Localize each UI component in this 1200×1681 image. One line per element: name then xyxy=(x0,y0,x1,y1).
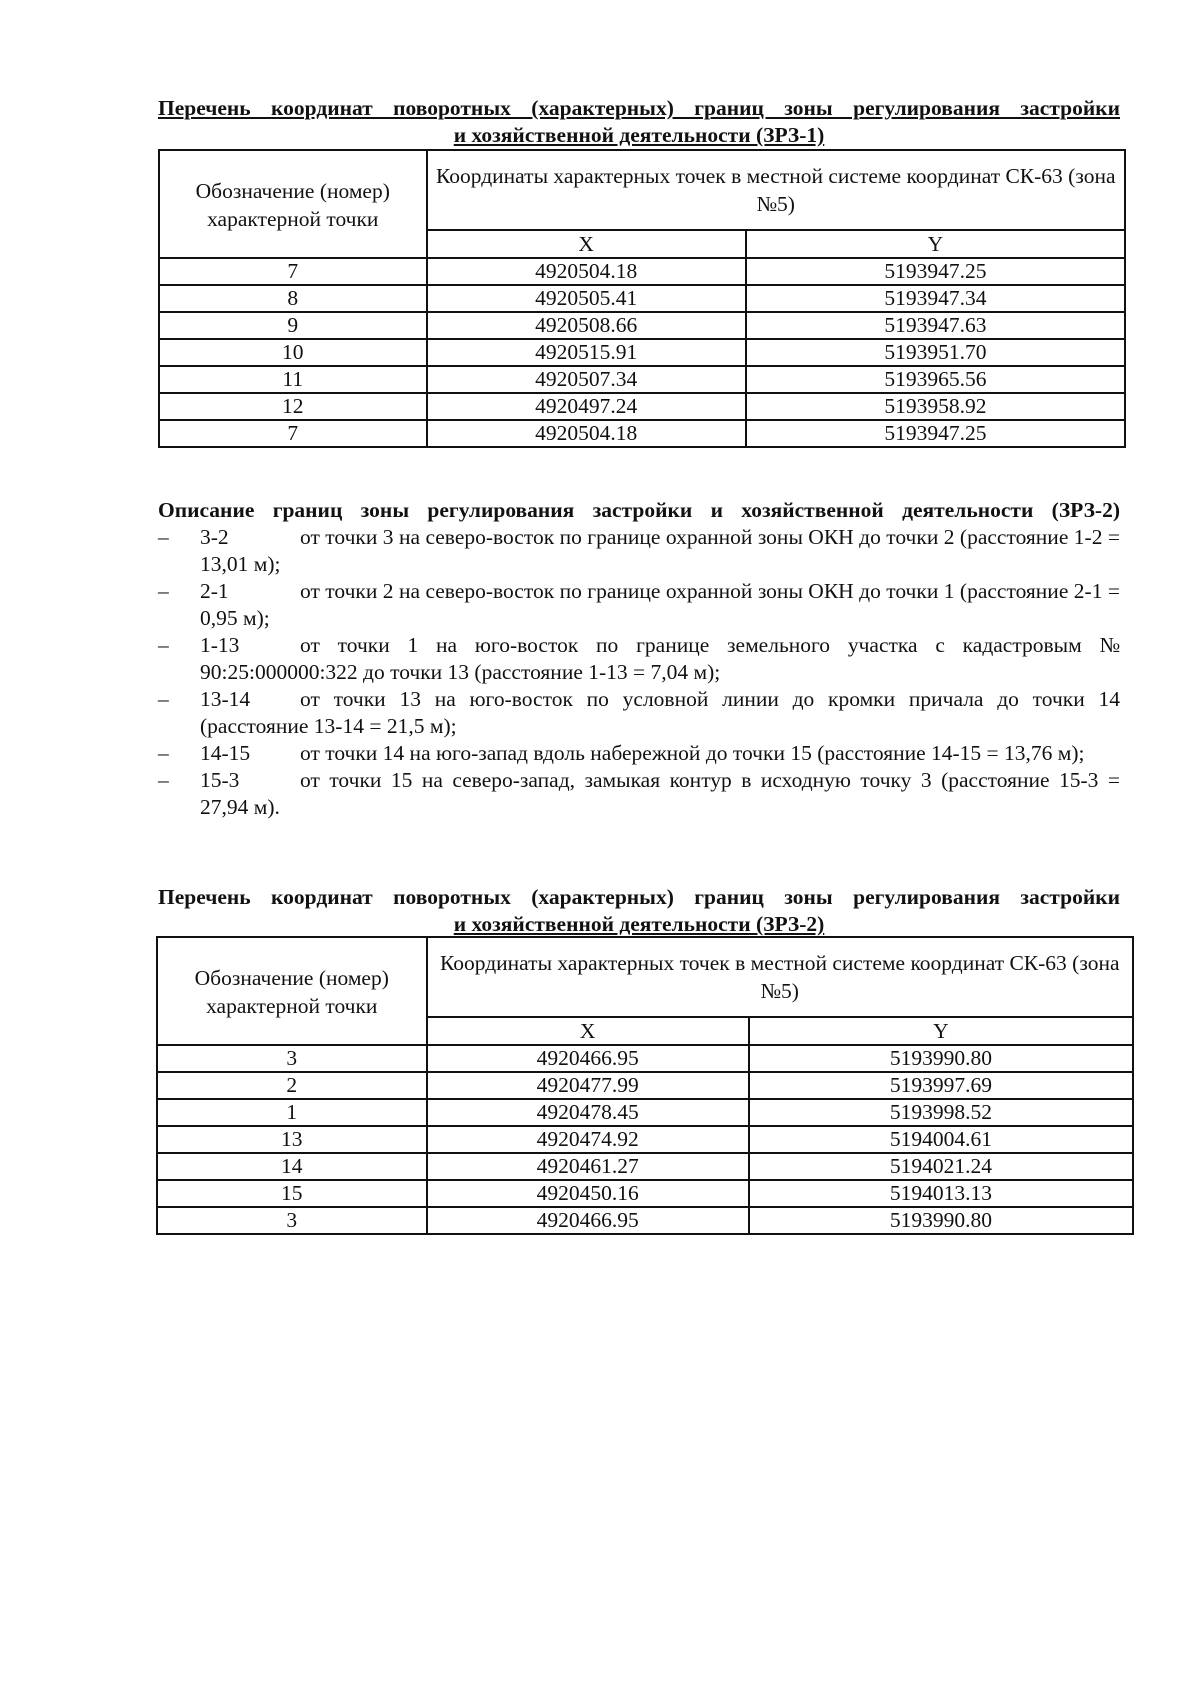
table-row xyxy=(157,1045,1133,1072)
table-row xyxy=(159,285,1125,312)
dash-marker: – xyxy=(158,741,169,765)
zrz2-header-x: X xyxy=(427,1017,749,1045)
dash-marker: – xyxy=(158,633,169,657)
coord-x: 4920478.45 xyxy=(427,1099,749,1126)
coord-x: 4920466.95 xyxy=(427,1045,749,1072)
coord-y: 5193947.63 xyxy=(746,312,1125,339)
segment-code: 13-14 xyxy=(200,687,251,711)
list-item xyxy=(158,767,1120,821)
table-row xyxy=(157,1207,1133,1234)
coord-x: 4920461.27 xyxy=(427,1153,749,1180)
coord-y: 5193965.56 xyxy=(746,366,1125,393)
segment-text: от точки 3 на северо-восток по границе охранной зоны ОКН до точки 2 (расстояние 1-2 = 13,01 м); xyxy=(200,525,1120,576)
zrz2-coordinates-table xyxy=(156,936,1134,1235)
zrz1-title xyxy=(158,95,1120,149)
coord-y: 5193947.25 xyxy=(746,420,1125,447)
table-row xyxy=(157,1180,1133,1207)
zrz1-title-line2: и хозяйственной деятельности (ЗРЗ-1) xyxy=(453,123,825,147)
coord-x: 4920477.99 xyxy=(427,1072,749,1099)
point-number: 1 xyxy=(157,1099,427,1126)
coord-y: 5193998.52 xyxy=(749,1099,1133,1126)
point-number: 8 xyxy=(159,285,427,312)
segment-text: от точки 1 на юго-восток по границе земельного участка с кадастровым № 90:25:000000:322 до точки 13 (расстояние 1-13 = 7,04 м); xyxy=(200,633,1120,684)
zrz1-coordinates-table xyxy=(158,149,1126,448)
table-row xyxy=(157,1153,1133,1180)
dash-marker: – xyxy=(158,525,169,549)
coord-y: 5193951.70 xyxy=(746,339,1125,366)
coord-x: 4920466.95 xyxy=(427,1207,749,1234)
table-row xyxy=(157,1072,1133,1099)
coord-x: 4920504.18 xyxy=(427,420,746,447)
segment-code: 14-15 xyxy=(200,741,251,765)
description-title: Описание границ зоны регулирования застройки и хозяйственной деятельности (ЗРЗ-2) xyxy=(158,498,1120,522)
coord-y: 5193958.92 xyxy=(746,393,1125,420)
coord-y: 5193947.25 xyxy=(746,258,1125,285)
point-number: 13 xyxy=(157,1126,427,1153)
coord-x: 4920508.66 xyxy=(427,312,746,339)
zrz2-title-line2: и хозяйственной деятельности (ЗРЗ-2) xyxy=(453,912,825,936)
boundary-description-list xyxy=(158,524,1120,821)
table-row xyxy=(159,339,1125,366)
table-row xyxy=(159,420,1125,447)
table-row xyxy=(157,1099,1133,1126)
point-number: 14 xyxy=(157,1153,427,1180)
point-number: 10 xyxy=(159,339,427,366)
point-number: 3 xyxy=(157,1207,427,1234)
zrz2-title-line1: Перечень координат поворотных (характерных) границ зоны регулирования застройки xyxy=(158,885,1120,909)
zrz2-header-point: Обозначение (номер) характерной точки xyxy=(157,937,427,1045)
table-row xyxy=(159,366,1125,393)
segment-code: 2-1 xyxy=(200,579,229,603)
coord-y: 5193997.69 xyxy=(749,1072,1133,1099)
coord-x: 4920474.92 xyxy=(427,1126,749,1153)
segment-code: 15-3 xyxy=(200,768,240,792)
table-row xyxy=(159,312,1125,339)
coord-x: 4920515.91 xyxy=(427,339,746,366)
coord-y: 5193947.34 xyxy=(746,285,1125,312)
zrz1-header-coords: Координаты характерных точек в местной системе координат СК-63 (зона №5) xyxy=(427,150,1125,230)
point-number: 2 xyxy=(157,1072,427,1099)
coord-x: 4920507.34 xyxy=(427,366,746,393)
coord-y: 5193990.80 xyxy=(749,1207,1133,1234)
segment-text: от точки 14 на юго-запад вдоль набережной до точки 15 (расстояние 14-15 = 13,76 м); xyxy=(300,741,1085,765)
zrz2-header-y: Y xyxy=(749,1017,1133,1045)
point-number: 11 xyxy=(159,366,427,393)
dash-marker: – xyxy=(158,579,169,603)
list-item xyxy=(158,686,1120,740)
point-number: 7 xyxy=(159,420,427,447)
coord-y: 5194013.13 xyxy=(749,1180,1133,1207)
table-row xyxy=(159,393,1125,420)
table-row xyxy=(159,258,1125,285)
segment-code: 1-13 xyxy=(200,633,240,657)
segment-text: от точки 2 на северо-восток по границе охранной зоны ОКН до точки 1 (расстояние 2-1 = 0,95 м); xyxy=(200,579,1120,630)
point-number: 3 xyxy=(157,1045,427,1072)
segment-code: 3-2 xyxy=(200,525,229,549)
list-item xyxy=(158,632,1120,686)
list-item xyxy=(158,740,1120,767)
segment-text: от точки 15 на северо-запад, замыкая контур в исходную точку 3 (расстояние 15-3 = 27,94 м). xyxy=(200,768,1120,819)
list-item xyxy=(158,578,1120,632)
coord-y: 5193990.80 xyxy=(749,1045,1133,1072)
coord-x: 4920505.41 xyxy=(427,285,746,312)
zrz1-header-point: Обозначение (номер) характерной точки xyxy=(159,150,427,258)
point-number: 7 xyxy=(159,258,427,285)
dash-marker: – xyxy=(158,768,169,792)
zrz1-title-line1: Перечень координат поворотных (характерных) границ зоны регулирования застройки xyxy=(158,96,1120,120)
coord-y: 5194004.61 xyxy=(749,1126,1133,1153)
point-number: 15 xyxy=(157,1180,427,1207)
zrz1-header-x: X xyxy=(427,230,746,258)
zrz2-title xyxy=(158,884,1120,938)
zrz1-header-y: Y xyxy=(746,230,1125,258)
coord-y: 5194021.24 xyxy=(749,1153,1133,1180)
dash-marker: – xyxy=(158,687,169,711)
coord-x: 4920504.18 xyxy=(427,258,746,285)
table-row xyxy=(157,1126,1133,1153)
segment-text: от точки 13 на юго-восток по условной линии до кромки причала до точки 14 (расстояние 13-14 = 21,5 м); xyxy=(200,687,1120,738)
coord-x: 4920497.24 xyxy=(427,393,746,420)
point-number: 12 xyxy=(159,393,427,420)
coord-x: 4920450.16 xyxy=(427,1180,749,1207)
zrz2-header-coords: Координаты характерных точек в местной системе координат СК-63 (зона №5) xyxy=(427,937,1133,1017)
list-item xyxy=(158,524,1120,578)
point-number: 9 xyxy=(159,312,427,339)
